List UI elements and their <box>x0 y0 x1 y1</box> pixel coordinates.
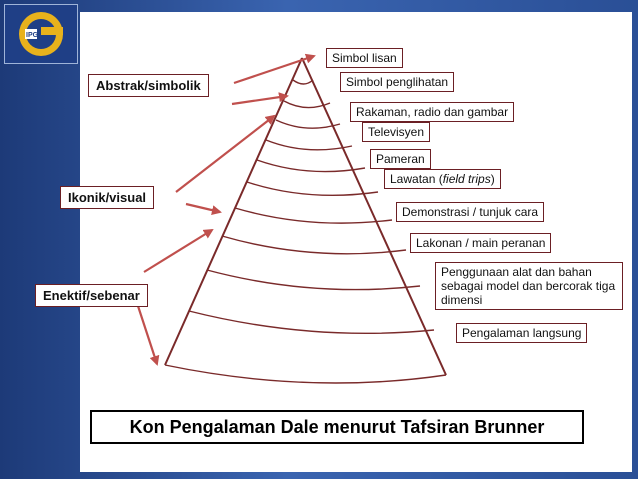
level-label: Pengalaman langsung <box>456 323 587 343</box>
category-enektif: Enektif/sebenar <box>35 284 148 307</box>
level-label-prefix: Lawatan ( <box>390 172 443 186</box>
level-label-suffix: ) <box>490 172 495 186</box>
level-label: Demonstrasi / tunjuk cara <box>396 202 544 222</box>
level-label: Lakonan / main peranan <box>410 233 551 253</box>
level-label: Pameran <box>370 149 431 169</box>
level-label: Rakaman, radio dan gambar <box>350 102 514 122</box>
level-label: Televisyen <box>362 122 430 142</box>
level-label-italic: field trips <box>442 172 491 186</box>
level-label: Penggunaan alat dan bahan sebagai model dan bercorak tiga dimensi <box>435 262 623 310</box>
arrow-abstrak-1 <box>234 56 314 83</box>
arrow-enektif-2 <box>138 306 157 364</box>
level-label: Simbol penglihatan <box>340 72 454 92</box>
arrow-enektif-1 <box>144 230 212 272</box>
page-title: Kon Pengalaman Dale menurut Tafsiran Brunner <box>90 410 584 444</box>
level-label: Simbol lisan <box>326 48 403 68</box>
arrow-abstrak-2 <box>232 96 287 104</box>
svg-text:IPG: IPG <box>26 32 39 39</box>
category-ikonik: Ikonik/visual <box>60 186 154 209</box>
arrow-ikonik-2 <box>186 204 220 212</box>
level-label <box>384 169 501 189</box>
category-abstrak: Abstrak/simbolik <box>88 74 209 97</box>
